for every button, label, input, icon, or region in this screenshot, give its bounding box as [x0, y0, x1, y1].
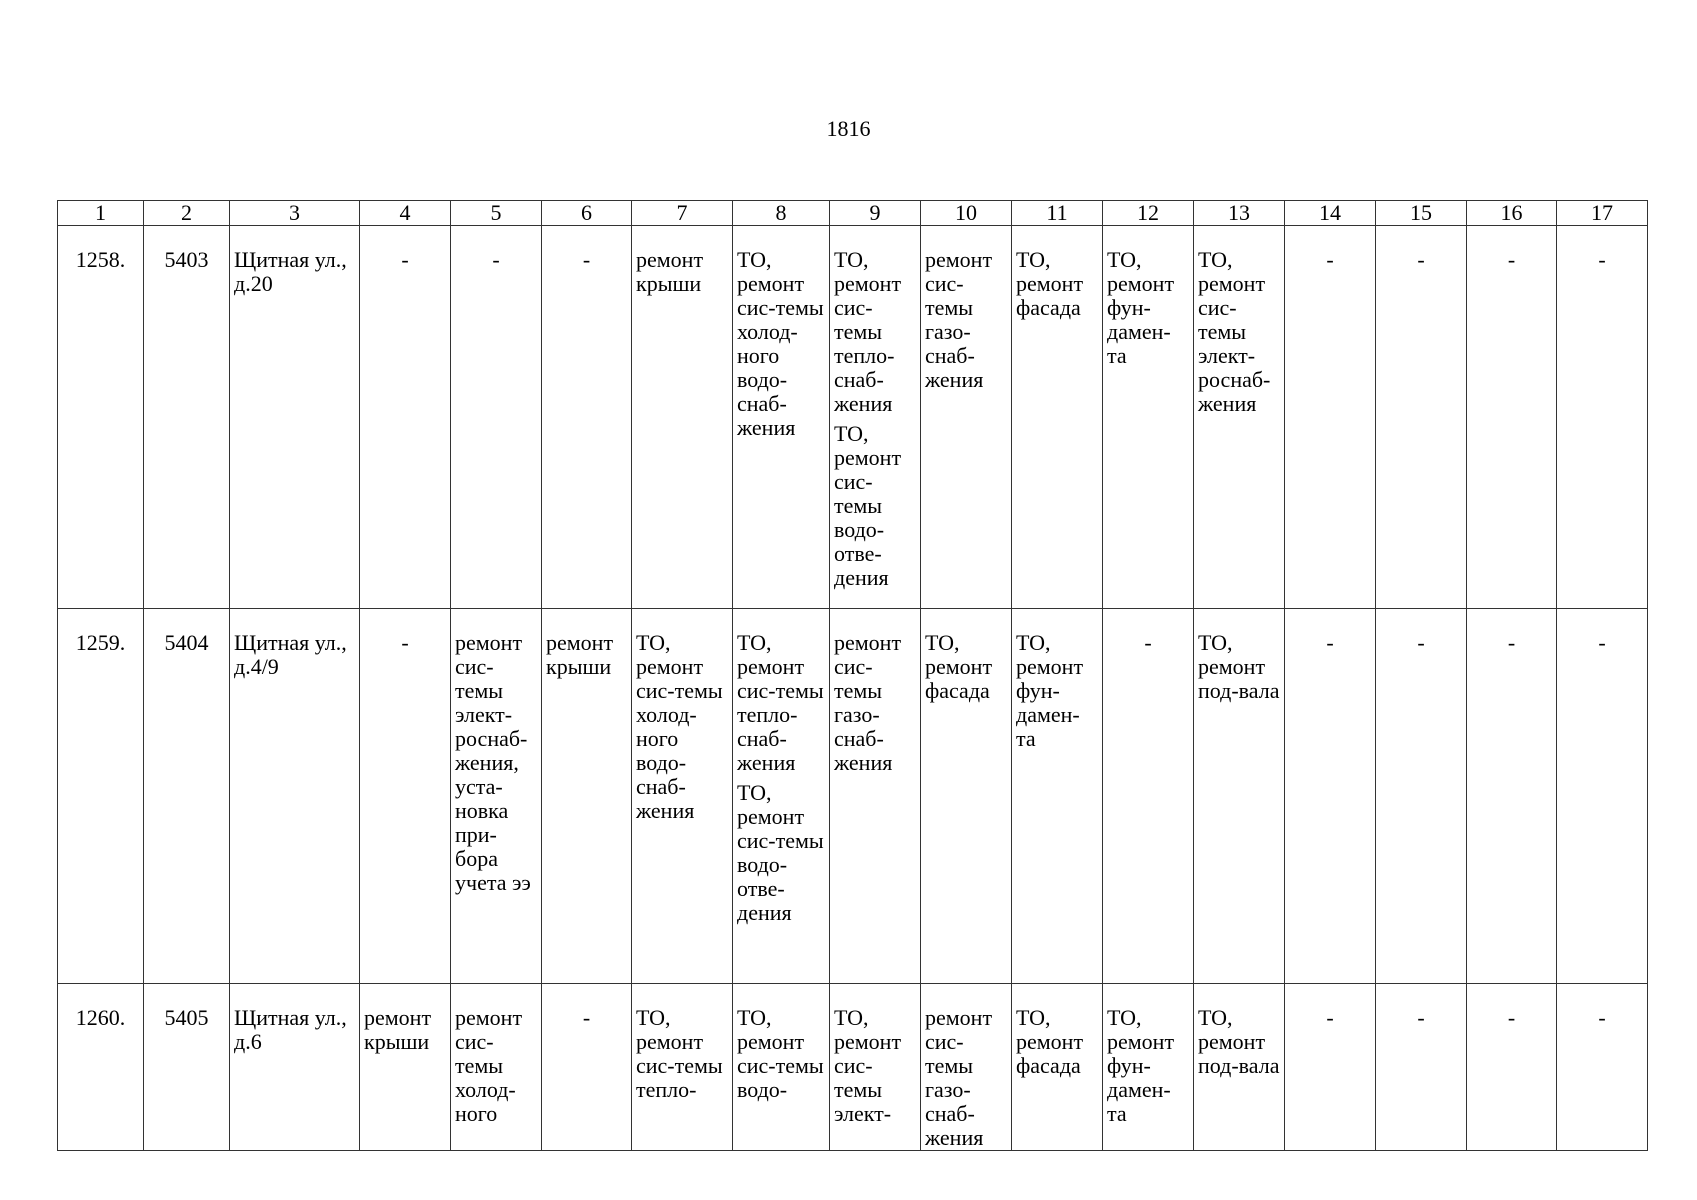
column-header: 15 — [1376, 201, 1467, 226]
table-cell: ТО, ремонт сис-темы тепло-снаб-жения ТО, ремонт сис-темы водо-отве-дения — [830, 226, 921, 609]
table-cell: ТО, ремонт фасада — [1012, 984, 1103, 1151]
column-header: 11 — [1012, 201, 1103, 226]
table-cell: - — [1376, 609, 1467, 984]
row-number-cell: 1258. — [58, 226, 144, 609]
column-header: 8 — [733, 201, 830, 226]
table-cell: - — [542, 226, 632, 609]
table-cell: ТО, ремонт сис-темы холод-ного водо-снаб-жения — [632, 609, 733, 984]
table-cell: - — [1557, 226, 1648, 609]
column-header: 3 — [230, 201, 360, 226]
table-cell: - — [1285, 609, 1376, 984]
table-cell: - — [542, 984, 632, 1151]
table-cell: - — [1557, 609, 1648, 984]
table-cell: ремонт сис-темы газо-снаб-жения — [921, 984, 1012, 1151]
column-header: 13 — [1194, 201, 1285, 226]
column-header: 1 — [58, 201, 144, 226]
column-header: 12 — [1103, 201, 1194, 226]
table-cell: ТО, ремонт сис-темы элект-роснаб-жения — [1194, 226, 1285, 609]
table-cell: ТО, ремонт фун-дамен-та — [1103, 226, 1194, 609]
page-number: 1816 — [826, 116, 871, 141]
table-row — [58, 609, 1648, 984]
table-cell: - — [360, 609, 451, 984]
column-header: 16 — [1467, 201, 1557, 226]
table-cell: ремонт крыши — [360, 984, 451, 1151]
table-cell: - — [1285, 984, 1376, 1151]
table-cell: - — [1103, 609, 1194, 984]
column-header: 5 — [451, 201, 542, 226]
table-header-row — [58, 201, 1648, 226]
table-cell: ТО, ремонт под-вала — [1194, 984, 1285, 1151]
address-cell: Щитная ул., д.6 — [230, 984, 360, 1151]
table-cell: - — [1467, 609, 1557, 984]
table-cell: - — [1376, 984, 1467, 1151]
table-cell: ТО, ремонт фасада — [1012, 226, 1103, 609]
table-row — [58, 226, 1648, 609]
column-header: 7 — [632, 201, 733, 226]
table-cell: ремонт сис-темы газо-снаб-жения — [830, 609, 921, 984]
table-cell: ТО, ремонт сис-темы тепло- — [632, 984, 733, 1151]
column-header: 2 — [144, 201, 230, 226]
table-cell: - — [1285, 226, 1376, 609]
table-cell: ремонт сис-темы газо-снаб-жения — [921, 226, 1012, 609]
table-cell: ремонт крыши — [632, 226, 733, 609]
column-header: 10 — [921, 201, 1012, 226]
table-cell: - — [1467, 984, 1557, 1151]
address-cell: Щитная ул., д.20 — [230, 226, 360, 609]
table-cell: ремонт сис-темы элект-роснаб-жения, уста-новка при-бора учета ээ — [451, 609, 542, 984]
building-id-cell: 5403 — [144, 226, 230, 609]
table-cell: ТО, ремонт фасада — [921, 609, 1012, 984]
table-cell: ТО, ремонт сис-темы водо- — [733, 984, 830, 1151]
table-row — [58, 984, 1648, 1151]
column-header: 9 — [830, 201, 921, 226]
repair-schedule-table — [57, 200, 1648, 1151]
column-header: 14 — [1285, 201, 1376, 226]
table-cell: - — [360, 226, 451, 609]
table-cell: - — [1376, 226, 1467, 609]
table-cell: ТО, ремонт сис-темы холод-ного водо-снаб-жения — [733, 226, 830, 609]
building-id-cell: 5404 — [144, 609, 230, 984]
table-cell: ТО, ремонт сис-темы элект- — [830, 984, 921, 1151]
table-cell: - — [451, 226, 542, 609]
table-cell: ТО, ремонт фун-дамен-та — [1103, 984, 1194, 1151]
table-cell: ремонт сис-темы холод-ного — [451, 984, 542, 1151]
table-cell: ТО, ремонт фун-дамен-та — [1012, 609, 1103, 984]
row-number-cell: 1259. — [58, 609, 144, 984]
column-header: 4 — [360, 201, 451, 226]
column-header: 17 — [1557, 201, 1648, 226]
address-cell: Щитная ул., д.4/9 — [230, 609, 360, 984]
row-number-cell: 1260. — [58, 984, 144, 1151]
column-header: 6 — [542, 201, 632, 226]
table-cell: ТО, ремонт под-вала — [1194, 609, 1285, 984]
table-cell: ремонт крыши — [542, 609, 632, 984]
table-cell: - — [1467, 226, 1557, 609]
table-cell: ТО, ремонт сис-темы тепло-снаб-жения ТО, ремонт сис-темы водо-отве-дения — [733, 609, 830, 984]
table-cell: - — [1557, 984, 1648, 1151]
building-id-cell: 5405 — [144, 984, 230, 1151]
